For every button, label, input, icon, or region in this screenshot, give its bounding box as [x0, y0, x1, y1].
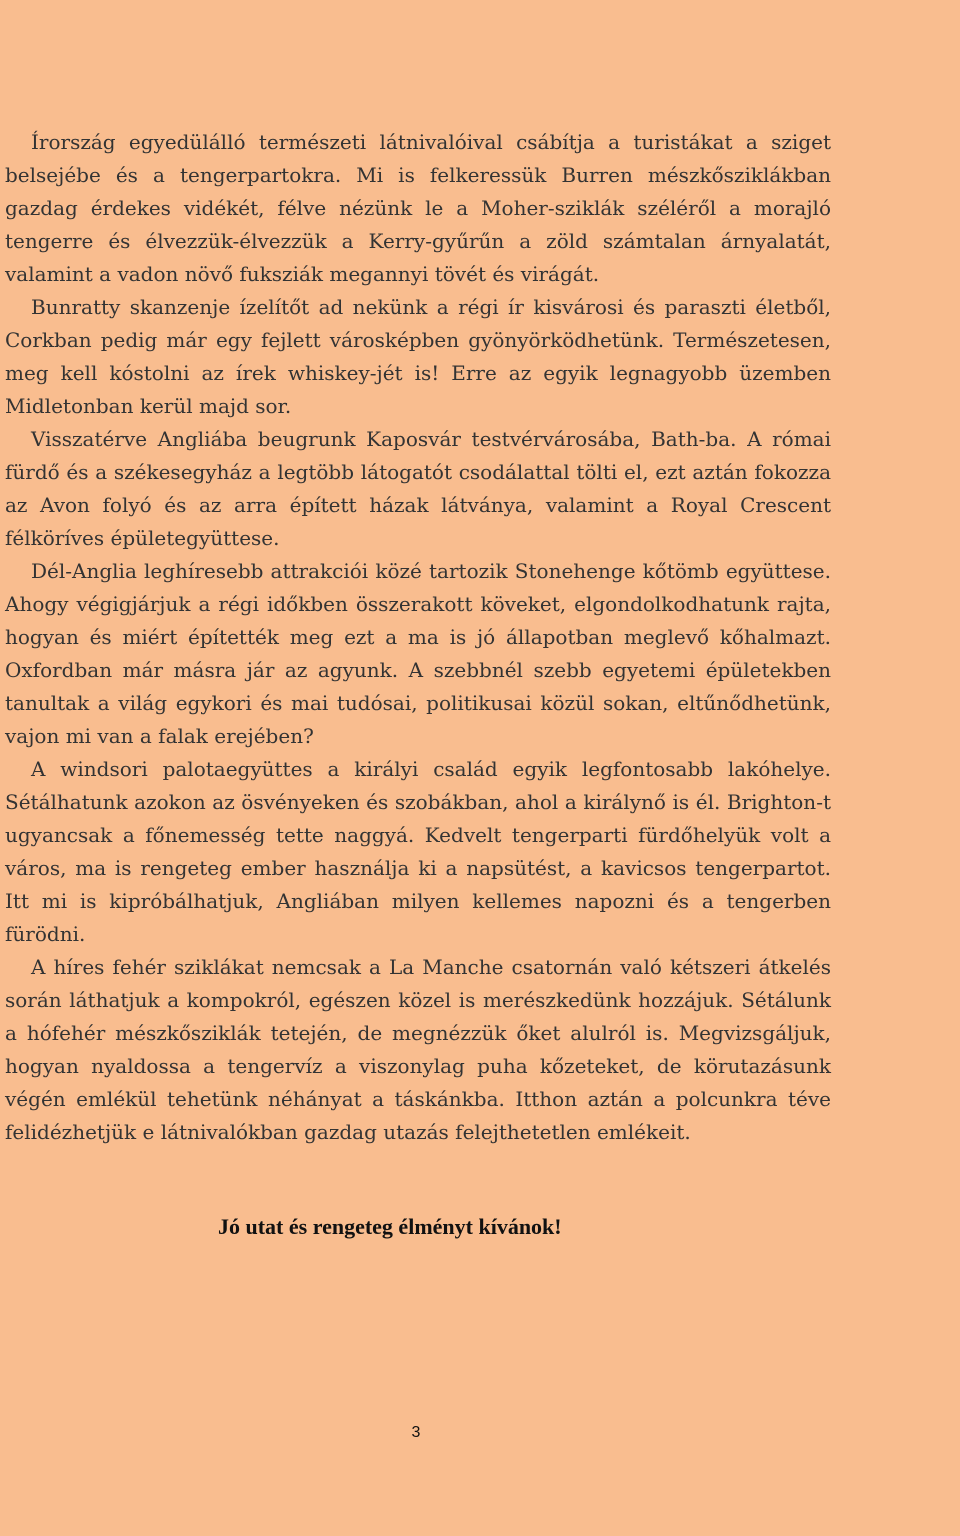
page-number: 3 [411, 1424, 421, 1441]
paragraph-stonehenge: Dél-Anglia leghíresebb attrakciói közé tartozik Stonehenge kőtömb együttese. Ahogy végigjárjuk a régi időkben összerakott köveket, elgondolkodhatunk rajta, hogyan és miért építették meg ezt a ma is jó állapotban meglevő kőhalmazt. Oxfordban már másra jár az agyunk. A szebbnél szebb egyetemi épületekben tanultak a világ egykori és mai tudósai, politikusai közül sokan, eltűnődhetünk, vajon mi van a falak erejében? [5, 559, 831, 748]
closing-wish: Jó utat és rengeteg élményt kívánok! [218, 1214, 562, 1239]
paragraph-white-cliffs: A híres fehér sziklákat nemcsak a La Manche csatornán való kétszeri átkelés során láthatjuk a kompokról, egészen közel is merészkedünk hozzájuk. Sétálunk a hófehér mészkősziklák tetején, de megnézzük őket alulról is. Megvizsgáljuk, hogyan nyaldossa a tengervíz a viszonylag puha kőzeteket, de körutazásunk végén emlékül tehetünk néhányat a táskánkba. Itthon aztán a polcunkra téve felidézhetjük e látnivalókban gazdag utazás felejthetetlen emlékeit. [5, 955, 831, 1144]
paragraph-windsor: A windsori palotaegyüttes a királyi család egyik legfontosabb lakóhelye. Sétálhatunk azokon az ösvényeken és szobákban, ahol a királynő is él. Brighton-t ugyancsak a főnemesség tette naggyá. Kedvelt tengerparti fürdőhelyük volt a város, ma is rengeteg ember használja ki a napsütést, a kavicsos tengerpartot. Itt mi is kipróbálhatjuk, Angliában milyen kellemes napozni és a tengerben fürödni. [5, 757, 831, 946]
body-text [5, 126, 831, 1149]
paragraph-bunratty: Bunratty skanzenje ízelítőt ad nekünk a régi ír kisvárosi és paraszti életből, Corkban pedig már egy fejlett városképben gyönyörködhetünk. Természetesen, meg kell kóstolni az írek whiskey-jét is! Erre az egyik legnagyobb üzemben Midletonban kerül majd sor. [5, 295, 831, 418]
paragraph-ireland: Írország egyedülálló természeti látnivalóival csábítja a turistákat a sziget belsejébe és a tengerpartokra. Mi is felkeressük Burren mészkősziklákban gazdag érdekes vidékét, félve nézünk le a Moher-sziklák széléről a morajló tengerre és élvezzük-élvezzük a Kerry-gyűrűn a zöld számtalan árnyalatát, valamint a vadon növő fuksziák megannyi tövét és virágát. [5, 130, 831, 286]
paragraph-bath: Visszatérve Angliába beugrunk Kaposvár testvérvárosába, Bath-ba. A római fürdő és a székesegyház a legtöbb látogatót csodálattal tölti el, ezt aztán fokozza az Avon folyó és az arra épített házak látványa, valamint a Royal Crescent félköríves épületegyüttese. [5, 427, 831, 550]
